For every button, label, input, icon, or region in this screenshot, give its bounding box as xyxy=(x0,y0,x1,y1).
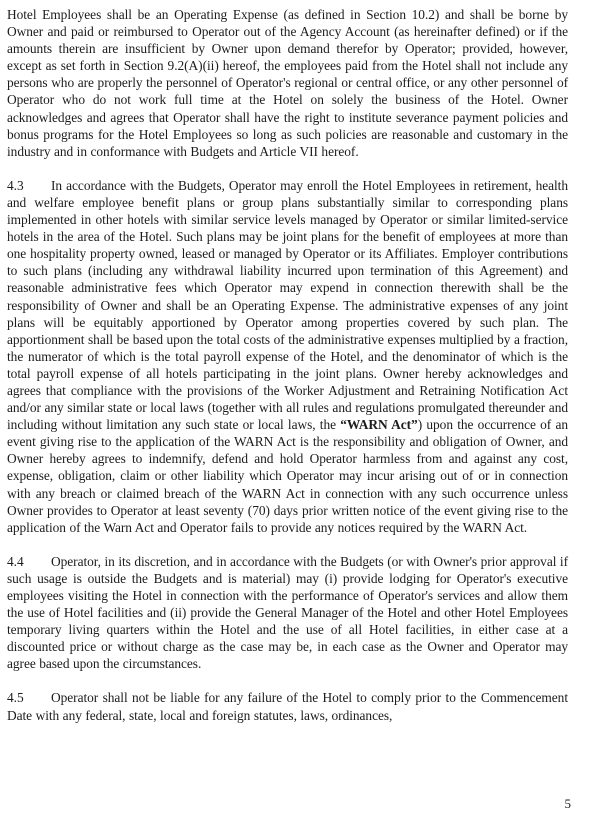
page-number: 5 xyxy=(564,796,571,811)
paragraph-4-5 xyxy=(7,689,568,723)
paragraph-text: Operator shall not be liable for any failure of the Hotel to comply prior to the Commencement Date with any federal, state, local and foreign statutes, laws, ordinances, xyxy=(7,690,568,723)
paragraph-text-continued: ) upon the occurrence of an event giving rise to the application of the WARN Act is the responsibility and obligation of Owner, and Owner hereby agrees to indemnify, defend and hold Operator harmless from and against any cost, expense, obligation, claim or other liability which Operator may incur arising out of or in connection with any breach or claimed breach of the WARN Act in connection with any such occurrence unless Owner provides to Operator at least seventy (70) days prior written notice of the event giving rise to the application of the Warn Act and Operator fails to provide any notices required by the WARN Act. xyxy=(7,417,568,535)
section-number: 4.5 xyxy=(7,690,24,706)
section-number: 4.3 xyxy=(7,177,24,193)
paragraph-4-4 xyxy=(7,553,568,673)
paragraph-4-3 xyxy=(7,177,568,536)
paragraph-text: Operator, in its discretion, and in accordance with the Budgets (or with Owner's prior approval if such usage is outside the Budgets and is material) may (i) provide lodging for Operator's executive employees visiting the Hotel in connection with the performance of Operator's services and allow them the use of Hotel facilities and (ii) provide the General Manager of the Hotel and other Hotel Employees temporary living quarters within the Hotel and the use of all Hotel facilities, in either case at a discounted price or without charge as the case may be, in each case as the Owner and Operator may agree based upon the circumstances. xyxy=(7,553,568,672)
paragraph-text: Hotel Employees shall be an Operating Expense (as defined in Section 10.2) and shall be borne by Owner and paid or reimbursed to Operator out of the Agency Account (as hereinafter defined) or if the amounts therein are insufficient by Owner upon demand therefor by Operator; provided, however, except as set forth in Section 9.2(A)(ii) hereof, the employees paid from the Hotel shall not include any persons who are properly the personnel of Operator's regional or central office, or any other personnel of Operator who do not work full time at the Hotel on solely the business of the Hotel. Owner acknowledges and agrees that Operator shall have the right to institute severance payment policies and bonus programs for the Hotel Employees so long as such policies are reasonable and customary in the industry and in conformance with Budgets and Article VII hereof. xyxy=(7,7,568,159)
paragraph-continuation xyxy=(7,6,568,160)
defined-term-warn-act: “WARN Act” xyxy=(340,417,418,433)
section-number: 4.4 xyxy=(7,553,24,569)
paragraph-text: In accordance with the Budgets, Operator may enroll the Hotel Employees in retirement, health and welfare employee benefit plans or group plans substantially similar to corresponding plans implemented in other hotels with similar service levels managed by Operator or similar limited-service hotels in the area of the Hotel. Such plans may be joint plans for the benefit of employees at more than one hospitality property owned, leased or managed by Operator or its Affiliates. Employer contributions to such plans (including any withdrawal liability incurred upon termination of this Agreement) and reasonable administrative fees which Operator may expend in connection therewith shall be the responsibility of Owner and shall be an Operating Expense. The administrative expenses of any joint plans will be equitably apportioned by Operator among properties covered by such plan. The apportionment shall be based upon the total costs of the administrative expenses multiplied by a fraction, the numerator of which is the total payroll expense of the Hotel, and the denominator of which is the total payroll expense of all hotels participating in the joint plans. Owner hereby acknowledges and agrees that compliance with the provisions of the Worker Adjustment and Retraining Notification Act and/or any similar state or local laws (together with all rules and regulations promulgated thereunder and including without limitation any such state or local laws, the xyxy=(7,177,568,433)
